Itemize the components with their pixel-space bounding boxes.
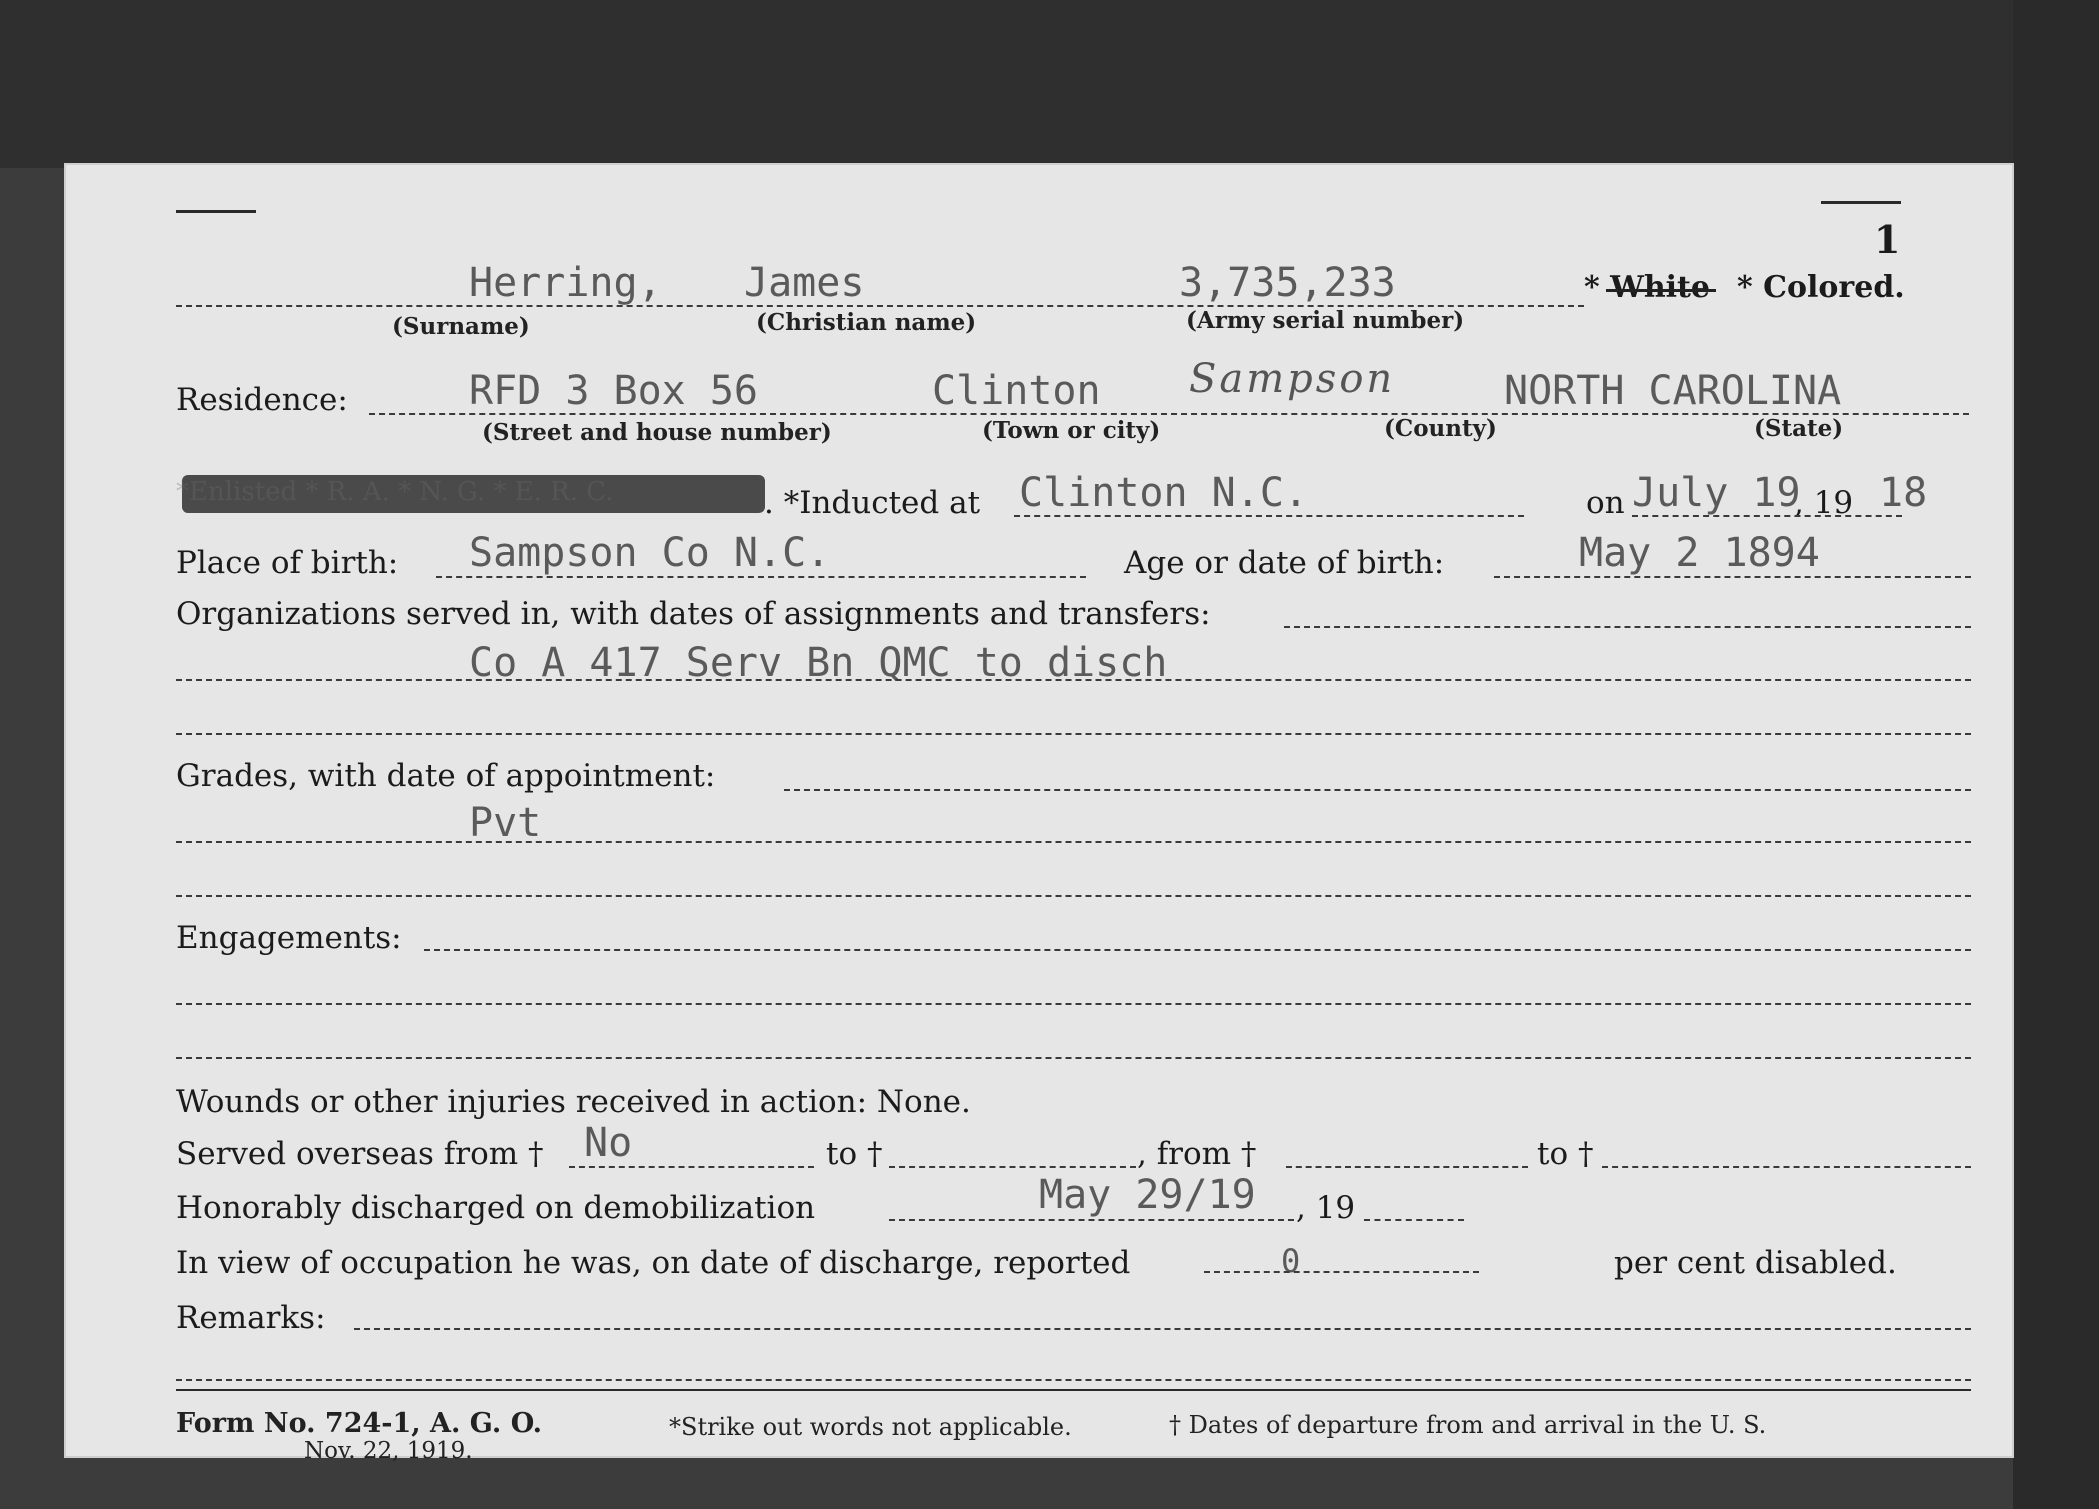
birth-place-line [436,576,1086,578]
race-white-strike [1606,289,1716,292]
organizations-label: Organizations served in, with dates of assignments and transfers: [176,596,1211,632]
engagements-line-2 [176,1003,1971,1005]
overseas-from2-label: , from † [1137,1136,1257,1172]
induction-year-value: 18 [1879,470,1928,516]
disability-line [1204,1271,1479,1273]
town-caption: (Town or city) [982,417,1161,444]
grades-line-3 [176,895,1971,897]
induction-date-value: July 19 [1632,470,1801,516]
enlisted-options: *Enlisted * R. A. * N. G. * E. R. C. [176,477,614,507]
state-caption: (State) [1754,415,1844,442]
overseas-from-line [569,1166,814,1168]
induction-on-label: on [1586,485,1625,521]
dark-background-right [2013,0,2099,1509]
disability-label: In view of occupation he was, on date of discharge, reported [176,1245,1131,1281]
race-white-option: * White [1584,270,1710,305]
page-number: 1 [1874,217,1901,262]
overseas-from-value: No [584,1120,633,1166]
surname-value: Herring, [469,260,662,306]
organizations-line-2 [176,679,1971,681]
overseas-label: Served overseas from † [176,1136,544,1172]
engagements-line-3 [176,1057,1971,1059]
race-colored-option: * Colored. [1737,270,1905,305]
birth-place-label: Place of birth: [176,545,399,581]
christian-name-caption: (Christian name) [756,309,977,336]
remarks-line-2 [176,1379,1971,1381]
birth-place-value: Sampson Co N.C. [469,530,831,576]
grades-value: Pvt [469,800,542,846]
engagements-line-1 [424,949,1971,951]
discharge-year-line [1364,1219,1464,1221]
disability-value: 0 [1281,1242,1301,1280]
grades-label: Grades, with date of appointment: [176,758,716,794]
induction-place-line [1014,515,1524,517]
induction-place-value: Clinton N.C. [1019,470,1308,516]
organizations-line-1 [1284,626,1971,628]
inducted-label: . *Inducted at [764,485,981,521]
county-caption: (County) [1384,415,1497,442]
engagements-label: Engagements: [176,920,402,956]
top-right-rule [1821,201,1901,204]
remarks-line-1 [354,1328,1971,1330]
discharge-year-label: , 19 [1296,1190,1356,1226]
serial-number-caption: (Army serial number) [1186,307,1465,334]
overseas-to-line [889,1166,1136,1168]
organizations-value: Co A 417 Serv Bn QMC to disch [469,640,1168,686]
footer-rule [176,1389,1971,1391]
residence-line [369,413,1969,415]
top-left-rule [176,210,256,213]
service-record-card [64,163,2014,1464]
residence-county-value: Sampson [1189,356,1396,402]
residence-label: Residence: [176,382,348,418]
dates-note: † Dates of departure from and arrival in the U. S. [1169,1411,1767,1439]
residence-town-value: Clinton [932,368,1101,414]
grades-line-1 [784,789,1971,791]
discharge-date-line [889,1219,1294,1221]
surname-caption: (Surname) [392,313,530,340]
serial-number-value: 3,735,233 [1179,260,1396,306]
grades-line-2 [176,841,1971,843]
remarks-label: Remarks: [176,1300,326,1336]
overseas-from2-line [1286,1166,1528,1168]
residence-street-value: RFD 3 Box 56 [469,368,758,414]
organizations-line-3 [176,733,1971,735]
street-caption: (Street and house number) [482,419,832,446]
discharge-date-value: May 29/19 [1039,1172,1256,1218]
birth-date-value: May 2 1894 [1579,530,1820,576]
residence-state-value: NORTH CAROLINA [1504,368,1842,414]
wounds-label: Wounds or other injuries received in action: None. [176,1084,971,1120]
disability-suffix: per cent disabled. [1614,1245,1897,1281]
birth-date-line [1494,576,1971,578]
strike-note: *Strike out words not applicable. [669,1413,1072,1441]
age-label: Age or date of birth: [1124,545,1445,581]
form-date: Nov. 22, 1919. [304,1438,473,1464]
overseas-to-label: to † [826,1136,883,1172]
form-number: Form No. 724-1, A. G. O. [176,1408,543,1439]
discharge-label: Honorably discharged on demobilization [176,1190,816,1226]
overseas-to2-label: to † [1537,1136,1594,1172]
christian-name-value: James [744,260,865,306]
dark-background-top [0,0,2099,168]
induction-year-prefix: , 19 [1794,485,1854,521]
induction-date-line [1632,515,1902,517]
overseas-to2-line [1602,1166,1971,1168]
